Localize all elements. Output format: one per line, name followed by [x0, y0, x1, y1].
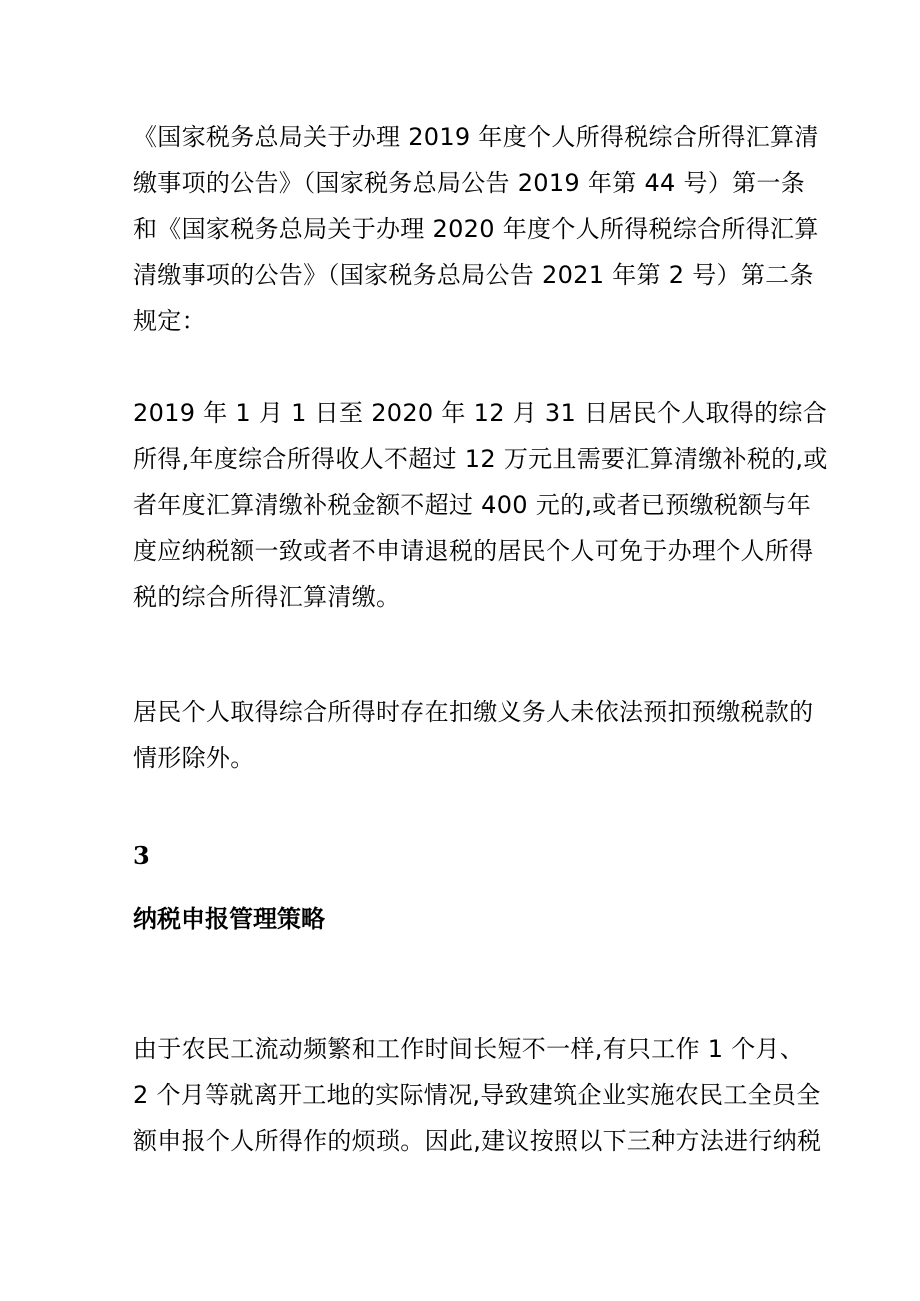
text-line: 额申报个人所得作的烦琐。因此,建议按照以下三种方法进行纳税 — [133, 1127, 822, 1155]
text-line: 居民个人取得综合所得时存在扣缴义务人未依法预扣预缴税款的 — [133, 698, 814, 726]
text-line: 清缴事项的公告》（国家税务总局公告 2021 年第 2 号）第二条 — [133, 261, 814, 289]
paragraph-announcement-reference — [133, 114, 819, 344]
text-line: 2019 年 1 月 1 日至 2020 年 12 月 31 日居民个人取得的综合 — [133, 399, 827, 427]
text-line: 规定： — [133, 307, 206, 335]
text-line: 度应纳税额一致或者不申请退税的居民个人可免于办理个人所得 — [133, 537, 814, 565]
paragraph-exemption-rule — [133, 390, 828, 620]
text-line: 税的综合所得汇算清缴。 — [133, 583, 401, 611]
paragraph-exception — [133, 689, 814, 781]
text-line: 和《国家税务总局关于办理 2020 年度个人所得税综合所得汇算 — [133, 215, 819, 243]
text-line: 所得,年度综合所得收人不超过 12 万元且需要汇算清缴补税的,或 — [133, 445, 828, 473]
text-line: 2 个月等就离开工地的实际情况,导致建筑企业实施农民工全员全 — [133, 1081, 821, 1109]
text-line: 情形除外。 — [133, 744, 255, 772]
section-title: 纳税申报管理策略 — [133, 905, 325, 933]
text-line: 《国家税务总局关于办理 2019 年度个人所得税综合所得汇算清 — [133, 123, 819, 151]
text-line: 者年度汇算清缴补税金额不超过 400 元的,或者已预缴税额与年 — [133, 491, 811, 519]
paragraph-migrant-workers — [133, 1026, 822, 1164]
text-line: 缴事项的公告》（国家税务总局公告 2019 年第 44 号）第一条 — [133, 169, 806, 197]
text-line: 由于农民工流动频繁和工作时间长短不一样,有只工作 1 个月、 — [133, 1035, 805, 1063]
section-number: 3 — [133, 841, 150, 870]
